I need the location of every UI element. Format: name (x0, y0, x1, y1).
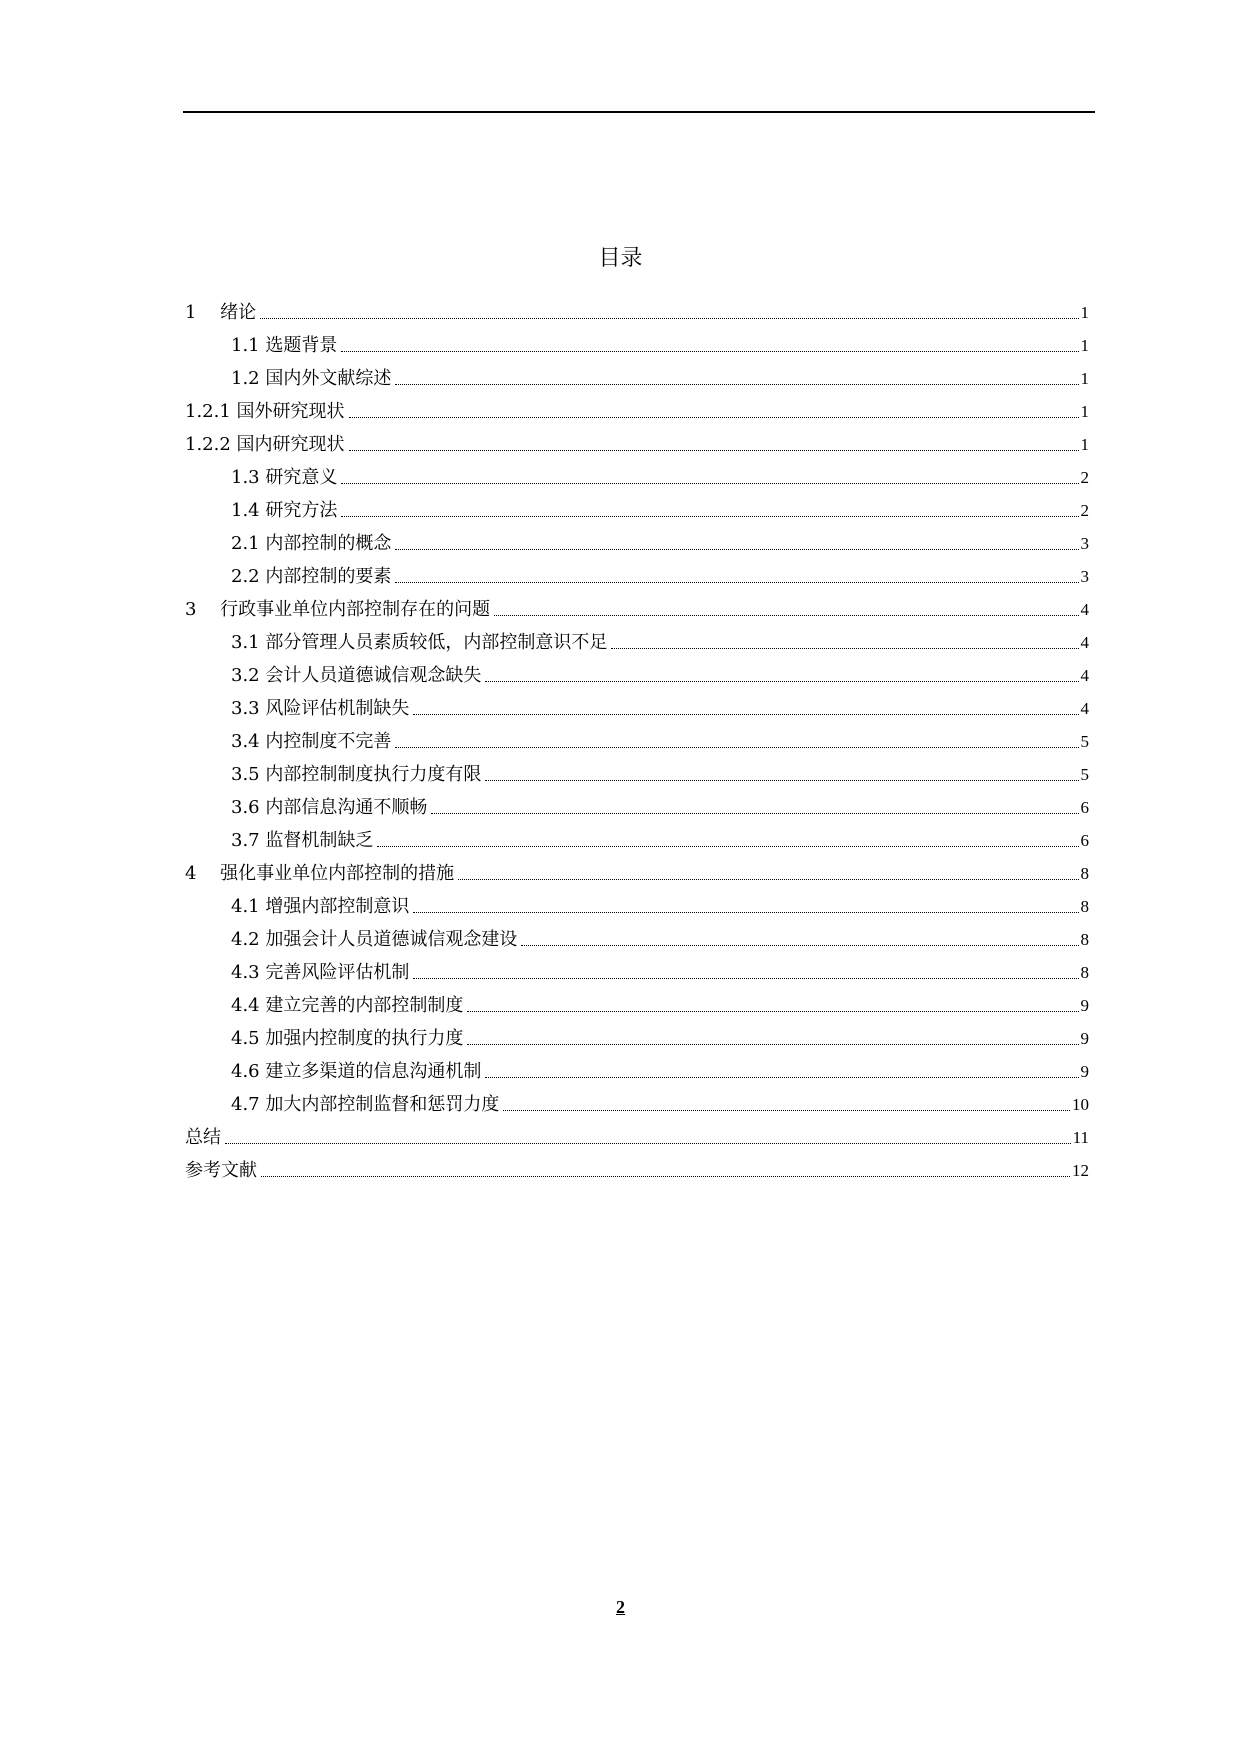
header-rule (183, 111, 1095, 113)
toc-entry-label: 2.1 内部控制的概念 (231, 533, 392, 554)
toc-entry-page: 5 (1080, 732, 1089, 751)
toc-entry[interactable] (185, 855, 1089, 888)
toc-entry[interactable] (185, 921, 1089, 954)
toc-entry[interactable] (185, 558, 1089, 591)
toc-entry[interactable] (185, 624, 1089, 657)
toc-entry-page: 3 (1080, 567, 1089, 586)
toc-entry-label: 1 绪论 (185, 302, 257, 323)
toc-entry-page: 2 (1080, 468, 1089, 487)
toc-dot-leader (458, 879, 1078, 880)
toc-entry-label: 3 行政事业单位内部控制存在的问题 (185, 599, 491, 620)
toc-entry-label: 4 强化事业单位内部控制的措施 (185, 863, 455, 884)
toc-entry[interactable] (185, 690, 1089, 723)
toc-entry-page: 3 (1080, 534, 1089, 553)
toc-dot-leader (349, 417, 1079, 418)
toc-entry-label: 3.1 部分管理人员素质较低，内部控制意识不足 (231, 632, 608, 653)
toc-entry[interactable] (185, 591, 1089, 624)
toc-entry-page: 1 (1080, 402, 1089, 421)
toc-dot-leader (467, 1044, 1078, 1045)
toc-entry-page: 8 (1080, 897, 1089, 916)
toc-entry[interactable] (185, 1086, 1089, 1119)
toc-entry-page: 4 (1080, 600, 1089, 619)
toc-entry[interactable] (185, 888, 1089, 921)
toc-title: 目录 (598, 246, 643, 271)
toc-entry-label: 1.2 国内外文献综述 (231, 368, 392, 389)
toc-entry-page: 2 (1080, 501, 1089, 520)
toc-entry-page: 4 (1080, 633, 1089, 652)
toc-entry[interactable] (185, 789, 1089, 822)
toc-entry-page: 8 (1080, 930, 1089, 949)
toc-entry[interactable] (185, 756, 1089, 789)
toc-dot-leader (341, 351, 1078, 352)
toc-entry-label: 3.2 会计人员道德诚信观念缺失 (231, 665, 482, 686)
toc-entry-page: 8 (1080, 864, 1089, 883)
toc-entry-label: 1.2.2 国内研究现状 (185, 434, 345, 455)
toc-entry-page: 4 (1080, 699, 1089, 718)
toc-dot-leader (503, 1110, 1070, 1111)
toc-dot-leader (485, 780, 1078, 781)
toc-dot-leader (377, 846, 1078, 847)
toc-dot-leader (395, 549, 1078, 550)
toc-dot-leader (349, 450, 1079, 451)
toc-dot-leader (413, 912, 1078, 913)
toc-entry[interactable] (185, 492, 1089, 525)
toc-entry-label: 4.5 加强内控制度的执行力度 (231, 1028, 464, 1049)
toc-entry-page: 9 (1080, 996, 1089, 1015)
toc-entry[interactable] (185, 1152, 1089, 1185)
toc-entry[interactable] (185, 822, 1089, 855)
toc-dot-leader (341, 516, 1078, 517)
toc-dot-leader (521, 945, 1078, 946)
toc-dot-leader (413, 978, 1078, 979)
toc-entry[interactable] (185, 723, 1089, 756)
toc-entry-label: 3.3 风险评估机制缺失 (231, 698, 410, 719)
toc-entry-page: 8 (1080, 963, 1089, 982)
toc-dot-leader (225, 1143, 1071, 1144)
toc-dot-leader (260, 318, 1078, 319)
toc-entry-label: 3.6 内部信息沟通不顺畅 (231, 797, 428, 818)
toc-dot-leader (611, 648, 1078, 649)
toc-entry[interactable] (185, 954, 1089, 987)
toc-entry[interactable] (185, 987, 1089, 1020)
toc-entry-label: 1.3 研究意义 (231, 467, 338, 488)
toc-entry-page: 11 (1072, 1128, 1089, 1147)
toc-entry-label: 1.2.1 国外研究现状 (185, 401, 345, 422)
toc-entry-label: 2.2 内部控制的要素 (231, 566, 392, 587)
toc-entry-page: 6 (1080, 798, 1089, 817)
toc-entry[interactable] (185, 360, 1089, 393)
toc-entry-page: 1 (1080, 303, 1089, 322)
toc-entry-label: 1.1 选题背景 (231, 335, 338, 356)
toc-entry-page: 12 (1072, 1161, 1089, 1180)
toc-entry-label: 4.6 建立多渠道的信息沟通机制 (231, 1061, 482, 1082)
toc-dot-leader (467, 1011, 1078, 1012)
toc-entry-page: 9 (1080, 1062, 1089, 1081)
toc-entry-page: 1 (1080, 369, 1089, 388)
toc-entry-label: 4.7 加大内部控制监督和惩罚力度 (231, 1094, 500, 1115)
toc-entry-page: 10 (1072, 1095, 1089, 1114)
toc-entry-label: 4.4 建立完善的内部控制制度 (231, 995, 464, 1016)
toc-entry-page: 5 (1080, 765, 1089, 784)
toc-entry-label: 3.7 监督机制缺乏 (231, 830, 374, 851)
toc-dot-leader (395, 747, 1078, 748)
toc-entry-page: 9 (1080, 1029, 1089, 1048)
toc-dot-leader (431, 813, 1078, 814)
toc-entry[interactable] (185, 1119, 1089, 1152)
toc-dot-leader (413, 714, 1078, 715)
toc-dot-leader (341, 483, 1078, 484)
toc-dot-leader (494, 615, 1078, 616)
toc-entry-label: 参考文献 (185, 1160, 257, 1181)
toc-entry[interactable] (185, 294, 1089, 327)
toc-entry[interactable] (185, 657, 1089, 690)
toc-entry-page: 6 (1080, 831, 1089, 850)
toc-entry[interactable] (185, 1020, 1089, 1053)
toc-entry-label: 4.1 增强内部控制意识 (231, 896, 410, 917)
toc-dot-leader (485, 681, 1078, 682)
toc-dot-leader (395, 384, 1078, 385)
toc-dot-leader (485, 1077, 1078, 1078)
toc-entry-label: 4.2 加强会计人员道德诚信观念建设 (231, 929, 518, 950)
toc-entry[interactable] (185, 327, 1089, 360)
toc-entry[interactable] (185, 459, 1089, 492)
toc-entry[interactable] (185, 393, 1089, 426)
toc-entry-page: 4 (1080, 666, 1089, 685)
toc-entry[interactable] (185, 525, 1089, 558)
toc-dot-leader (395, 582, 1078, 583)
toc-entry-label: 总结 (185, 1127, 221, 1148)
toc-entry-page: 1 (1080, 435, 1089, 454)
toc-entry-label: 4.3 完善风险评估机制 (231, 962, 410, 983)
toc-entry[interactable] (185, 426, 1089, 459)
page-number: 2 (616, 1597, 625, 1617)
toc-entry[interactable] (185, 1053, 1089, 1086)
toc-entry-label: 3.5 内部控制制度执行力度有限 (231, 764, 482, 785)
toc-dot-leader (261, 1176, 1070, 1177)
toc-entry-label: 3.4 内控制度不完善 (231, 731, 392, 752)
table-of-contents (185, 294, 1089, 1185)
toc-entry-page: 1 (1080, 336, 1089, 355)
toc-entry-label: 1.4 研究方法 (231, 500, 338, 521)
